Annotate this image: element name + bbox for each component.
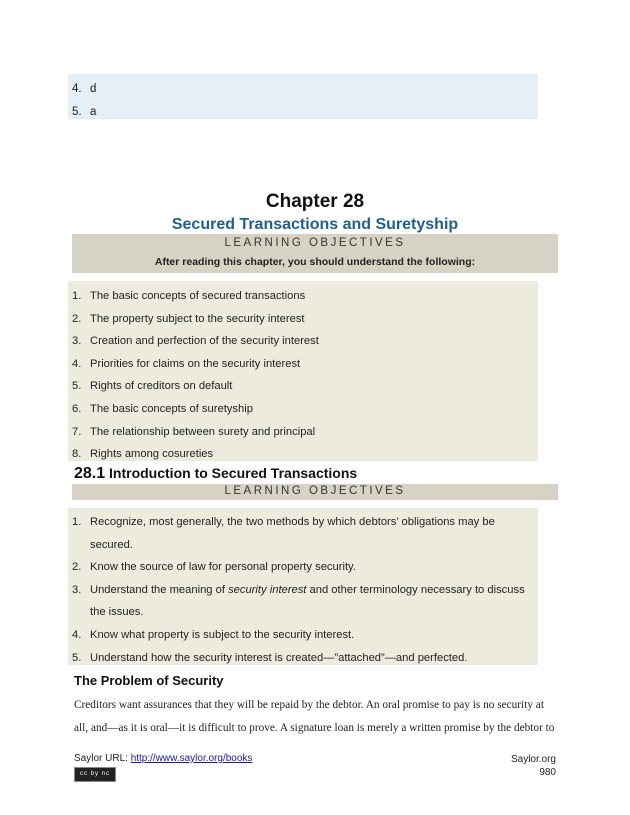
- footer-url-link[interactable]: http://www.saylor.org/books: [130, 753, 253, 764]
- list-item: 1. The basic concepts of secured transactions: [72, 290, 306, 302]
- answer-item: 4. d: [72, 83, 97, 95]
- footer-page-info: [480, 753, 556, 779]
- answer-item: 5. a: [72, 106, 97, 118]
- footer-site: Saylor.org: [510, 754, 556, 765]
- learning-objectives-title: LEARNING OBJECTIVES: [224, 485, 406, 497]
- list-item: 3. Understand the meaning of security interest and other terminology necessary to discuss: [72, 584, 525, 596]
- list-item: 4. Know what property is subject to the security interest.: [72, 629, 355, 641]
- list-item-continuation: the issues.: [90, 606, 144, 618]
- list-item: 3. Creation and perfection of the security interest: [72, 335, 319, 347]
- learning-objectives-title: LEARNING OBJECTIVES: [224, 237, 406, 249]
- list-item: 2. The property subject to the security interest: [72, 313, 305, 325]
- learning-objectives-subtitle: After reading this chapter, you should understand the following:: [154, 256, 476, 268]
- learning-objectives-header: [72, 484, 558, 500]
- footer-source: [74, 753, 252, 764]
- body-paragraph-line: Creditors want assurances that they will be repaid by the debtor. An oral promise to pay is no security at: [74, 699, 544, 711]
- chapter-title: Chapter 28: [265, 191, 365, 212]
- section-title: [74, 465, 357, 483]
- subsection-title: The Problem of Security: [74, 673, 224, 688]
- learning-objectives-header: [72, 234, 558, 273]
- list-item-continuation: secured.: [90, 539, 133, 551]
- footer-url-label: Saylor URL:: [74, 753, 131, 764]
- list-item: 8. Rights among cosureties: [72, 448, 214, 460]
- answer-box: [68, 74, 538, 119]
- page-number: 980: [539, 767, 556, 778]
- section-title-text: Introduction to Secured Transactions: [105, 465, 358, 481]
- section-number: 28.1: [74, 465, 106, 482]
- list-item: 2. Know the source of law for personal property security.: [72, 561, 356, 573]
- list-item: 1. Recognize, most generally, the two methods by which debtors’ obligations may be: [72, 516, 495, 528]
- chapter-subtitle: Secured Transactions and Suretyship: [171, 216, 459, 233]
- emphasis: security interest: [228, 584, 307, 596]
- list-item: 5. Understand how the security interest is created—”attached”—and perfected.: [72, 652, 468, 664]
- list-item: 7. The relationship between surety and principal: [72, 426, 316, 438]
- body-paragraph-line: all, and—as it is oral—it is difficult to prove. A signature loan is merely a written promise by the debtor to: [74, 722, 555, 734]
- creative-commons-icon: cc by nc sa: [74, 767, 116, 782]
- list-item: 4. Priorities for claims on the security interest: [72, 358, 301, 370]
- list-item: 5. Rights of creditors on default: [72, 380, 233, 392]
- list-item: 6. The basic concepts of suretyship: [72, 403, 253, 415]
